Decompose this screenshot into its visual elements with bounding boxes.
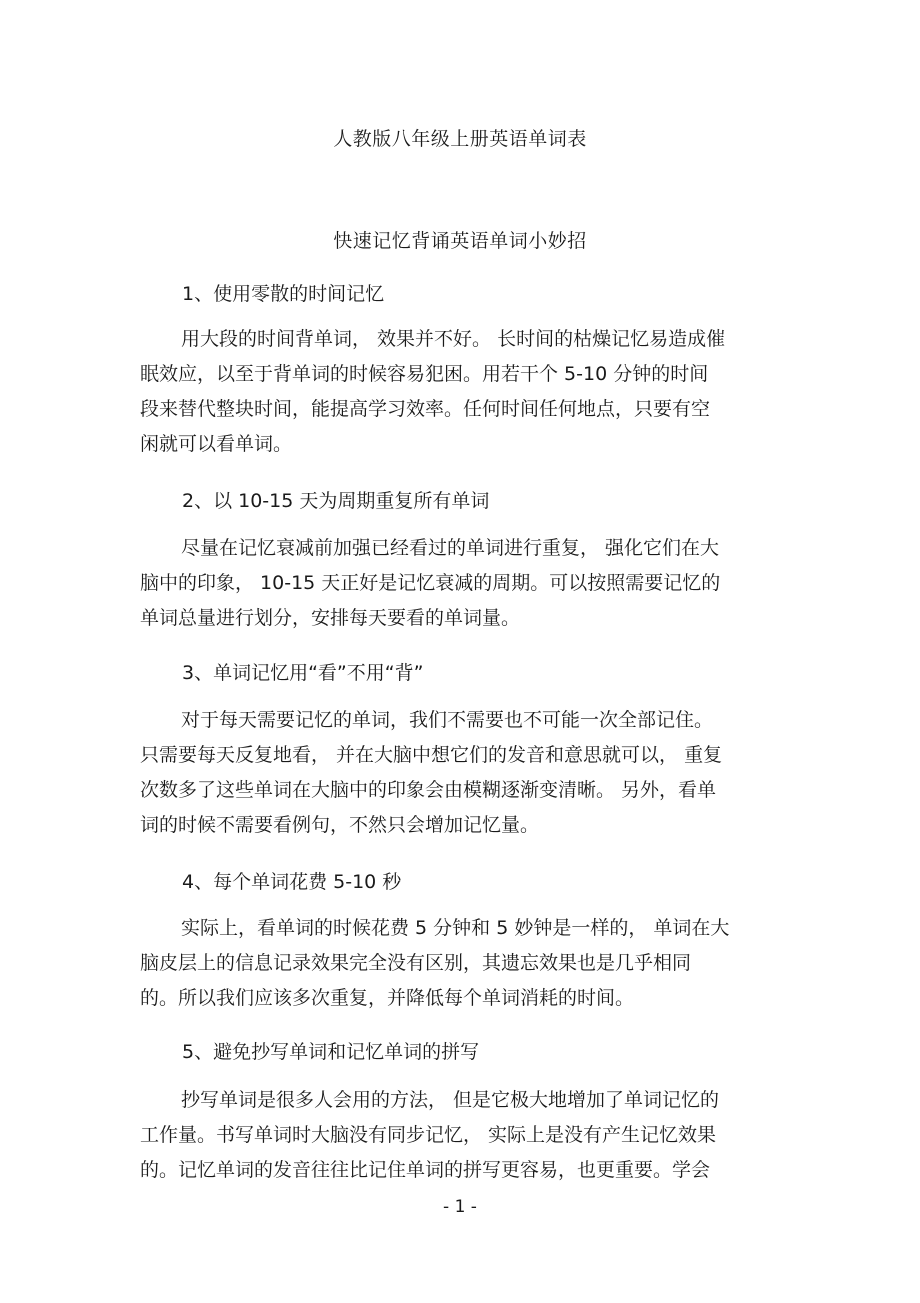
paragraph-line: 的。所以我们应该多次重复，并降低每个单词消耗的时间。	[140, 987, 635, 1009]
section-paragraph-4	[140, 911, 790, 1016]
paragraph-line: 对于每天需要记忆的单词，我们不需要也不可能一次全部记住。	[181, 709, 714, 731]
paragraph-line: 段来替代整块时间，能提高学习效率。任何时间任何地点，只要有空	[140, 398, 711, 420]
paragraph-line: 实际上，看单词的时候花费 5 分钟和 5 妙钟是一样的， 单词在大	[181, 917, 730, 939]
section-paragraph-2	[140, 531, 790, 636]
document-subtitle: 快速记忆背诵英语单词小妙招	[333, 230, 587, 252]
paragraph-line: 单词总量进行划分，安排每天要看的单词量。	[140, 607, 521, 629]
paragraph-line: 用大段的时间背单词， 效果并不好。 长时间的枯燥记忆易造成催	[181, 328, 726, 350]
section-paragraph-3	[140, 703, 790, 843]
paragraph-line: 闲就可以看单词。	[140, 433, 293, 455]
section-paragraph-5	[140, 1083, 790, 1188]
section-heading-1: 1、使用零散的时间记忆	[182, 283, 385, 305]
document-title: 人教版八年级上册英语单词表	[333, 128, 587, 150]
section-heading-2: 2、以 10-15 天为周期重复所有单词	[182, 490, 490, 512]
section-heading-3: 3、单词记忆用“看”不用“背”	[182, 662, 424, 684]
page-number: - 1 -	[443, 1197, 477, 1217]
paragraph-line: 只需要每天反复地看， 并在大脑中想它们的发音和意思就可以， 重复	[140, 744, 723, 766]
section-paragraph-1	[140, 322, 790, 462]
paragraph-line: 次数多了这些单词在大脑中的印象会由模糊逐渐变清晰。 另外，看单	[140, 779, 717, 801]
paragraph-line: 词的时候不需要看例句，不然只会增加记忆量。	[140, 814, 540, 836]
paragraph-line: 脑皮层上的信息记录效果完全没有区别，其遗忘效果也是几乎相同	[140, 952, 692, 974]
paragraph-line: 的。记忆单词的发音往往比记住单词的拼写更容易，也更重要。学会	[140, 1159, 711, 1181]
section-heading-5: 5、避免抄写单词和记忆单词的拼写	[182, 1041, 480, 1063]
paragraph-line: 尽量在记忆衰减前加强已经看过的单词进行重复， 强化它们在大	[181, 537, 720, 559]
paragraph-line: 眠效应，以至于背单词的时候容易犯困。用若干个 5-10 分钟的时间	[140, 363, 709, 385]
paragraph-line: 脑中的印象， 10-15 天正好是记忆衰减的周期。可以按照需要记忆的	[140, 572, 721, 594]
section-heading-4: 4、每个单词花费 5-10 秒	[182, 871, 402, 893]
paragraph-line: 抄写单词是很多人会用的方法， 但是它极大地增加了单词记忆的	[181, 1089, 720, 1111]
paragraph-line: 工作量。书写单词时大脑没有同步记忆， 实际上是没有产生记忆效果	[140, 1124, 717, 1146]
